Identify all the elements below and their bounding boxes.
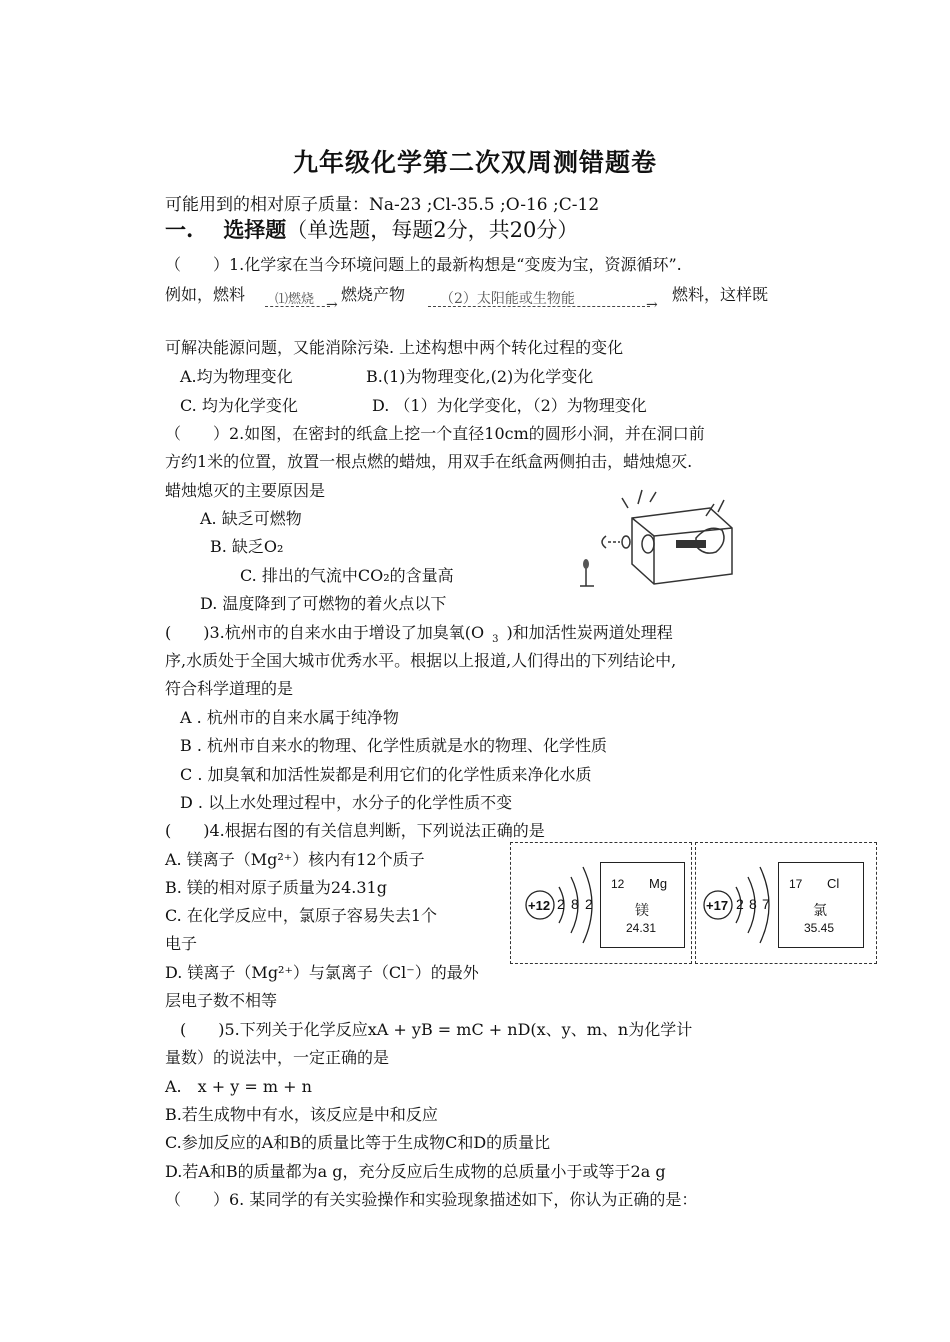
mg-atomic-mass: 24.31 [626,921,657,935]
page-title: 九年级化学第二次双周测错题卷 [292,148,657,177]
q1-line2a: 例如，燃料 [165,285,246,304]
section-heading [165,214,578,244]
cl-atomic-number: 17 [789,877,803,891]
q5-option-a: A. x + y = m + n [165,1077,312,1096]
cl-shell-3: 7 [762,896,770,912]
q3-option-c: C . 加臭氧和加活性炭都是利用它们的化学性质来净化水质 [180,765,592,784]
cl-atomic-mass: 35.45 [804,921,835,935]
q2-line3: 蜡烛熄灭的主要原因是 [165,481,326,500]
cl-symbol: Cl [827,876,840,891]
mg-shell-1: 2 [557,896,565,912]
q1-option-a: A.均为物理变化 [180,367,293,386]
arrow-right-icon: → [326,297,338,313]
mg-element-card [600,862,685,948]
q4-option-c2: 电子 [165,934,198,953]
mg-nucleus: +12 [528,898,551,913]
cl-shell-2: 8 [749,896,757,912]
q3-option-b: B . 杭州市自来水的物理、化学性质就是水的物理、化学性质 [180,736,608,755]
q5-option-b: B.若生成物中有水，该反应是中和反应 [165,1105,438,1124]
q5-option-c: C.参加反应的A和B的质量比等于生成物C和D的质量比 [165,1133,551,1152]
cl-nucleus: +17 [706,898,729,913]
cl-atom-diagram [695,842,877,964]
q1-arrow1-line [265,306,330,307]
q1-option-c: C. 均为化学变化 [180,396,298,415]
box-candle-figure [572,486,752,594]
q4-option-d2: 层电子数不相等 [165,991,278,1010]
q1-option-d: D. （1）为化学变化，（2）为物理变化 [372,396,647,415]
atomic-mass-line: 可能用到的相对原子质量：Na-23 ;Cl-35.5 ;O-16 ;C-12 [165,195,600,215]
q1-line1: （ ）1.化学家在当今环境问题上的最新构想是“变废为宝，资源循环”. [165,255,682,274]
cl-name: 氯 [813,903,827,919]
section-number: 一. [165,217,194,242]
q1-line2c: 燃料，这样既 [672,285,769,304]
mg-atomic-number: 12 [611,877,625,891]
q4-option-a: A. 镁离子（Mg²⁺）核内有12个质子 [165,850,425,869]
q1-line3: 可解决能源问题，又能消除污染. 上述构想中两个转化过程的变化 [165,338,624,357]
q2-line2: 方约1米的位置，放置一根点燃的蜡烛，用双手在纸盒两侧拍击，蜡烛熄灭. [165,452,693,471]
section-name: 选择题 [223,217,287,242]
q1-line2b: 燃烧产物 [341,285,406,304]
q6-line1: （ ）6. 某同学的有关实验操作和实验现象描述如下，你认为正确的是： [165,1190,698,1209]
q1-arrow1-label: ⑴燃烧 [275,292,315,307]
q1-arrow2-label: （2）太阳能或生物能 [440,291,575,307]
q1-arrow2-line [428,306,650,307]
q3-line2: 序,水质处于全国大城市优秀水平。根据以上报道,人们得出的下列结论中, [165,651,677,670]
q2-option-d: D. 温度降到了可燃物的着火点以下 [200,594,447,613]
mg-name: 镁 [635,903,649,919]
mg-atom-diagram [510,842,692,964]
q2-option-c: C. 排出的气流中CO₂的含量高 [240,566,454,585]
q5-line1: ( )5.下列关于化学反应xA + yB = mC + nD(x、y、m、n为化学计 [180,1020,693,1039]
q2-option-b: B. 缺乏O₂ [210,537,284,556]
cl-shell-1: 2 [736,896,744,912]
mg-shell-2: 8 [571,896,579,912]
q4-option-d1: D. 镁离子（Mg²⁺）与氯离子（Cl⁻）的最外 [165,963,479,982]
q4-option-b: B. 镁的相对原子质量为24.31g [165,878,387,897]
q3-option-a: A . 杭州市的自来水属于纯净物 [180,708,399,727]
q3-option-d: D . 以上水处理过程中，水分子的化学性质不变 [180,793,513,812]
q5-line2: 量数）的说法中，一定正确的是 [165,1048,390,1067]
q2-line1: （ ）2.如图，在密封的纸盒上挖一个直径10cm的圆形小洞，并在洞口前 [165,424,705,443]
mg-symbol: Mg [649,876,668,891]
q4-option-c1: C. 在化学反应中，氯原子容易失去1个 [165,906,438,925]
q1-option-b: B.(1)为物理变化,(2)为化学变化 [366,367,594,386]
section-note: （单选题，每题2分，共20分） [286,218,579,242]
q4-line1: ( )4.根据右图的有关信息判断，下列说法正确的是 [165,821,545,840]
cl-element-card [778,862,864,948]
q3-line1: ( )3.杭州市的自来水由于增设了加臭氧(O $_3$ )和加活性炭两道处理程 [165,623,673,645]
q5-option-d: D.若A和B的质量都为a g，充分反应后生成物的总质量小于或等于2a g [165,1162,666,1181]
mg-shell-3: 2 [585,896,593,912]
q2-option-a: A. 缺乏可燃物 [200,509,302,528]
q3-line3: 符合科学道理的是 [165,679,294,698]
arrow-right-icon: → [646,297,658,313]
